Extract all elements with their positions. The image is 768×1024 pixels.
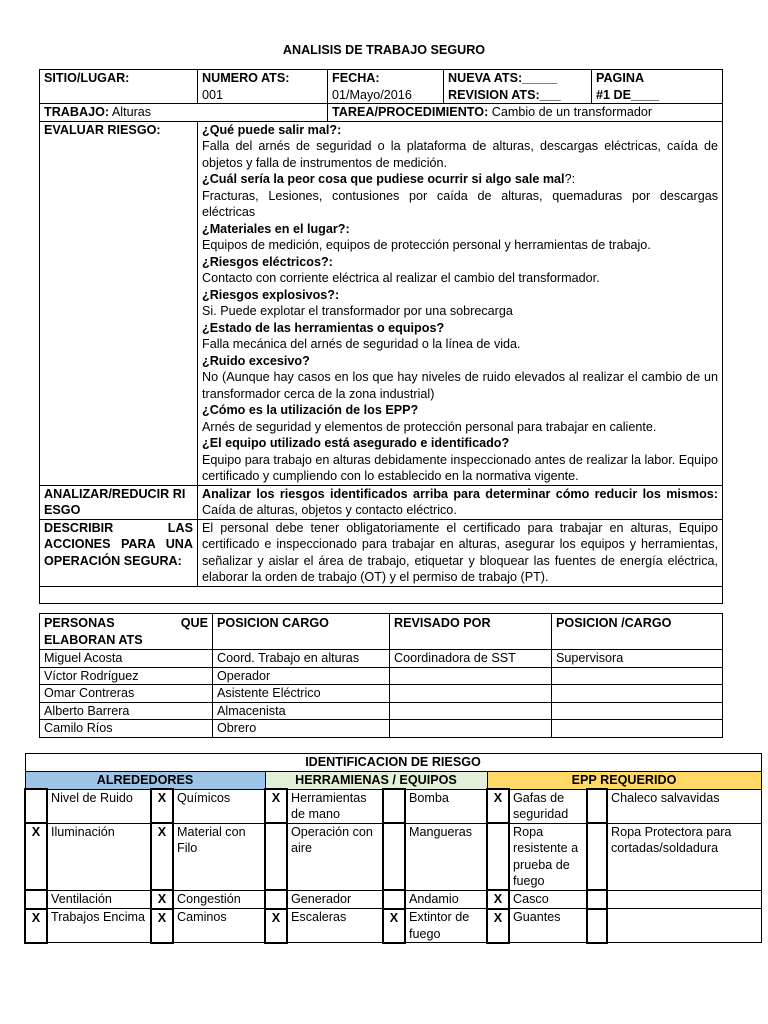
risk-checkbox[interactable] bbox=[587, 823, 607, 890]
revisor-cargo bbox=[552, 702, 723, 720]
trabajo-label: TRABAJO: bbox=[44, 105, 110, 119]
persona-name: Alberto Barrera bbox=[40, 702, 213, 720]
table-row bbox=[40, 720, 723, 738]
answer: Contacto con corriente eléctrica al realizar el cambio del transformador. bbox=[202, 271, 600, 285]
risk-label: Andamio bbox=[405, 890, 487, 909]
risk-label: Mangueras bbox=[405, 823, 487, 890]
riesgo-body bbox=[25, 789, 761, 943]
risk-label bbox=[607, 890, 761, 909]
answer: Falla mecánica del arnés de seguridad o la línea de vida. bbox=[202, 337, 521, 351]
riesgo-title-row bbox=[25, 754, 761, 772]
evaluar-label: EVALUAR RIESGO: bbox=[40, 121, 198, 485]
revisado-por bbox=[390, 667, 552, 685]
personas-header: PERSONAS QUE ELABORAN ATS bbox=[40, 614, 213, 650]
evaluar-content bbox=[198, 121, 723, 485]
riesgo-groups-row bbox=[25, 771, 761, 789]
risk-label: Ropa Protectora para cortadas/soldadura bbox=[607, 823, 761, 890]
risk-checkbox[interactable]: X bbox=[265, 909, 287, 943]
risk-checkbox[interactable]: X bbox=[383, 909, 405, 943]
revisor-cargo: Supervisora bbox=[552, 650, 723, 668]
revisado-header: REVISADO POR bbox=[390, 614, 552, 650]
group-alrededores: ALREDEDORES bbox=[25, 771, 265, 789]
riesgo-row bbox=[25, 890, 761, 909]
risk-checkbox[interactable]: X bbox=[265, 789, 287, 823]
risk-checkbox[interactable] bbox=[383, 823, 405, 890]
personas-header-row bbox=[40, 614, 723, 650]
revisado-por: Coordinadora de SST bbox=[390, 650, 552, 668]
answer: Si. Puede explotar el transformador por una sobrecarga bbox=[202, 304, 513, 318]
revisor-cargo bbox=[552, 720, 723, 738]
persona-name: Miguel Acosta bbox=[40, 650, 213, 668]
question-text: ¿Cuál sería la peor cosa que pudiese ocurrir si algo sale mal bbox=[202, 172, 565, 186]
persona-cargo: Operador bbox=[213, 667, 390, 685]
question: ¿Riesgos eléctricos?: bbox=[202, 254, 333, 269]
revision-ats-label: REVISION ATS:___ bbox=[448, 87, 561, 102]
risk-checkbox[interactable]: X bbox=[151, 909, 173, 943]
risk-label: Iluminación bbox=[47, 823, 151, 890]
question-tail: ?: bbox=[564, 172, 576, 186]
riesgo-row bbox=[25, 823, 761, 890]
numero-cell bbox=[198, 70, 328, 104]
risk-label: Material con Filo bbox=[173, 823, 265, 890]
table-row bbox=[40, 702, 723, 720]
question: ¿Cómo es la utilización de los EPP? bbox=[202, 403, 419, 417]
risk-label: Chaleco salvavidas bbox=[607, 789, 761, 823]
trabajo-value: Alturas bbox=[109, 105, 152, 119]
revisor-cargo bbox=[552, 667, 723, 685]
trabajo-row bbox=[40, 104, 723, 122]
risk-label: Ventilación bbox=[47, 890, 151, 909]
group-herramientas: HERRAMIENAS / EQUIPOS bbox=[265, 771, 487, 789]
pagina-cell bbox=[592, 70, 723, 104]
risk-label: Nivel de Ruido bbox=[47, 789, 151, 823]
posicion-header: POSICION CARGO bbox=[213, 614, 390, 650]
risk-label: Trabajos Encima bbox=[47, 909, 151, 943]
risk-checkbox[interactable] bbox=[25, 789, 47, 823]
numero-value: 001 bbox=[202, 87, 224, 102]
answer: Arnés de seguridad y elementos de protección personal para trabajar en caliente. bbox=[202, 419, 657, 434]
describir-label-text: DESCRIBIR LAS ACCIONES PARA UNA OPERACIÓN SEGURA: bbox=[44, 520, 193, 568]
tarea-cell bbox=[328, 104, 723, 122]
riesgo-row bbox=[25, 789, 761, 823]
risk-label: Congestión bbox=[173, 890, 265, 909]
risk-checkbox[interactable] bbox=[25, 890, 47, 909]
revisado-por bbox=[390, 685, 552, 703]
analizar-text: Caída de alturas, objetos y contacto eléctrico. bbox=[202, 503, 457, 517]
risk-checkbox[interactable]: X bbox=[25, 823, 47, 890]
pagina-value: #1 DE____ bbox=[596, 87, 660, 102]
evaluar-row bbox=[40, 121, 723, 485]
answer: Fracturas, Lesiones, contusiones por caída de alturas, quemaduras por descargas eléctricas bbox=[202, 188, 718, 219]
risk-label: Guantes bbox=[509, 909, 587, 943]
identificacion-riesgo-table bbox=[24, 753, 762, 944]
risk-checkbox[interactable] bbox=[487, 823, 509, 890]
fecha-cell bbox=[328, 70, 444, 104]
table-row bbox=[40, 650, 723, 668]
persona-cargo: Almacenista bbox=[213, 702, 390, 720]
tarea-value: Cambio de un transformador bbox=[488, 105, 653, 119]
nueva-ats-label: NUEVA ATS:_____ bbox=[448, 71, 558, 85]
persona-cargo: Obrero bbox=[213, 720, 390, 738]
analizar-content bbox=[198, 485, 723, 519]
risk-label: Gafas de seguridad bbox=[509, 789, 587, 823]
riesgo-row bbox=[25, 909, 761, 943]
risk-label: Herramientas de mano bbox=[287, 789, 383, 823]
table-row bbox=[40, 685, 723, 703]
spacer-cell bbox=[40, 586, 723, 603]
question: ¿Materiales en el lugar?: bbox=[202, 221, 350, 236]
question: ¿Qué puede salir mal?: bbox=[202, 122, 342, 137]
ats-form-table bbox=[39, 69, 723, 604]
question bbox=[202, 171, 718, 188]
answer: Falla del arnés de seguridad o la plataforma de alturas, descargas eléctricas, caída de objetos y falla de instrumentos de medición. bbox=[202, 139, 718, 170]
risk-checkbox[interactable]: X bbox=[487, 789, 509, 823]
spacer-row bbox=[40, 586, 723, 603]
personas-table bbox=[39, 613, 723, 738]
risk-label: Caminos bbox=[173, 909, 265, 943]
analizar-row bbox=[40, 485, 723, 519]
risk-checkbox[interactable]: X bbox=[151, 823, 173, 890]
fecha-label: FECHA: bbox=[332, 71, 380, 85]
risk-checkbox[interactable]: X bbox=[487, 890, 509, 909]
risk-checkbox[interactable] bbox=[383, 789, 405, 823]
risk-label: Casco bbox=[509, 890, 587, 909]
risk-checkbox[interactable] bbox=[587, 890, 607, 909]
risk-label bbox=[607, 909, 761, 943]
risk-label: Operación con aire bbox=[287, 823, 383, 890]
risk-label: Extintor de fuego bbox=[405, 909, 487, 943]
risk-label: Escaleras bbox=[287, 909, 383, 943]
risk-checkbox[interactable]: X bbox=[151, 890, 173, 909]
revisor-cargo bbox=[552, 685, 723, 703]
ats-status-cell bbox=[444, 70, 592, 104]
risk-label: Químicos bbox=[173, 789, 265, 823]
describir-content: El personal debe tener obligatoriamente el certificado para trabajar en alturas, Equipo certificado e inspeccionado para trabajar en alturas, asegurar los equipos y herramientas, señalizar y aislar el área de trabajo, etiquetar y bloquear las fuentes de energía eléctrica, elaborar la orden de trabajo (OT) y el permiso de trabajo (PT). bbox=[198, 519, 723, 586]
risk-label: Generador bbox=[287, 890, 383, 909]
question: ¿Estado de las herramientas o equipos? bbox=[202, 320, 445, 335]
group-epp: EPP REQUERIDO bbox=[487, 771, 761, 789]
persona-name: Omar Contreras bbox=[40, 685, 213, 703]
fecha-value: 01/Mayo/2016 bbox=[332, 87, 412, 102]
risk-checkbox[interactable]: X bbox=[487, 909, 509, 943]
risk-checkbox[interactable] bbox=[587, 789, 607, 823]
analizar-bold-text: Analizar los riesgos identificados arriba para determinar cómo reducir los mismos: bbox=[202, 486, 718, 501]
risk-checkbox[interactable]: X bbox=[25, 909, 47, 943]
analizar-label: ANALIZAR/REDUCIR RIESGO bbox=[40, 485, 198, 519]
pagina-label: PAGINA bbox=[596, 71, 645, 85]
revisado-por bbox=[390, 702, 552, 720]
header-row bbox=[40, 70, 723, 104]
answer: Equipo para trabajo en alturas debidamente inspeccionado antes de realizar la labor. Equipo certificado y cumpliendo con lo establecido en la normativa vigente. bbox=[202, 452, 718, 483]
revisado-por bbox=[390, 720, 552, 738]
risk-label: Bomba bbox=[405, 789, 487, 823]
numero-label: NUMERO ATS: bbox=[202, 71, 290, 85]
table-row bbox=[40, 667, 723, 685]
sitio-label: SITIO/LUGAR: bbox=[40, 70, 198, 104]
persona-name: Víctor Rodríguez bbox=[40, 667, 213, 685]
riesgo-title: IDENTIFICACION DE RIESGO bbox=[25, 754, 761, 772]
document-title: ANALISIS DE TRABAJO SEGURO bbox=[282, 43, 486, 57]
risk-checkbox[interactable] bbox=[265, 890, 287, 909]
risk-checkbox[interactable] bbox=[587, 909, 607, 943]
risk-checkbox[interactable] bbox=[265, 823, 287, 890]
persona-name: Camilo Ríos bbox=[40, 720, 213, 738]
posicion-cargo-header: POSICION /CARGO bbox=[552, 614, 723, 650]
persona-cargo: Asistente Eléctrico bbox=[213, 685, 390, 703]
question: ¿El equipo utilizado está asegurado e identificado? bbox=[202, 436, 510, 450]
tarea-label: TAREA/PROCEDIMIENTO: bbox=[332, 105, 489, 119]
risk-checkbox[interactable] bbox=[383, 890, 405, 909]
answer: Equipos de medición, equipos de protección personal y herramientas de trabajo. bbox=[202, 238, 651, 252]
risk-label: Ropa resistente a prueba de fuego bbox=[509, 823, 587, 890]
question: ¿Ruido excesivo? bbox=[202, 353, 310, 368]
describir-label bbox=[40, 519, 198, 586]
question: ¿Riesgos explosivos?: bbox=[202, 287, 340, 302]
describir-row bbox=[40, 519, 723, 586]
trabajo-cell bbox=[40, 104, 328, 122]
answer: No (Aunque hay casos en los que hay niveles de ruido elevados al realizar el cambio de un transformador cerca de la zona industrial) bbox=[202, 370, 718, 401]
risk-checkbox[interactable]: X bbox=[151, 789, 173, 823]
persona-cargo: Coord. Trabajo en alturas bbox=[213, 650, 390, 668]
